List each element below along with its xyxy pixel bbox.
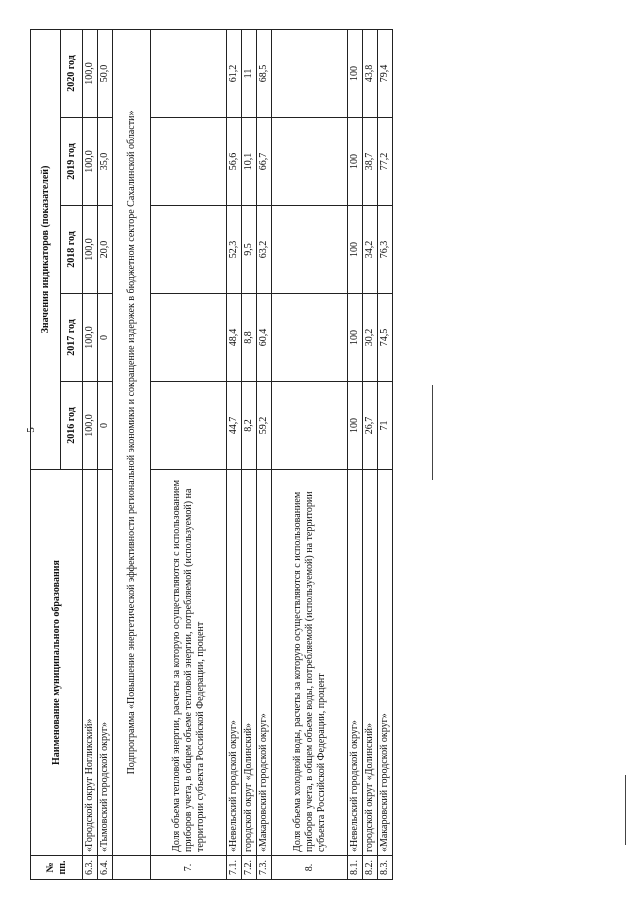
indicator-value: [151, 382, 227, 470]
row-number: 8.3.: [378, 856, 393, 880]
row-number: 6.4.: [98, 856, 113, 880]
indicator-value: 100,0: [83, 382, 98, 470]
header-year: 2020 год: [61, 29, 83, 117]
indicator-value: 60,4: [257, 294, 272, 382]
table-row: [151, 29, 227, 879]
indicator-value: [272, 29, 348, 117]
indicator-value: 100: [348, 382, 363, 470]
municipality-name: «Макаровский городской округ»: [257, 470, 272, 856]
indicator-value: 48,4: [227, 294, 242, 382]
indicator-value: 74,5: [378, 294, 393, 382]
indicator-value: [151, 29, 227, 117]
indicator-value: 9,5: [242, 206, 257, 294]
table-row: [378, 29, 393, 879]
indicator-value: 100,0: [83, 294, 98, 382]
indicator-value: 52,3: [227, 206, 242, 294]
indicator-value: 26,7: [363, 382, 378, 470]
indicator-description: Доля объема холодной воды, расчеты за которую осуществляются с использованием приборов учета, в общем объеме воды, потребляемой (используемой) на территории субъекта Российской Федерации, процент: [272, 470, 348, 856]
indicator-value: 0: [98, 294, 113, 382]
table-row: [272, 29, 348, 879]
municipality-name: городской округ «Долинский»: [363, 470, 378, 856]
indicator-value: 34,2: [363, 206, 378, 294]
municipality-name: «Тымовский городской округ»: [98, 470, 113, 856]
indicator-value: [151, 294, 227, 382]
row-number: 6.3.: [83, 856, 98, 880]
row-number: 7.2.: [242, 856, 257, 880]
indicator-value: 100: [348, 118, 363, 206]
indicator-value: 35,0: [98, 118, 113, 206]
indicator-value: 77,2: [378, 118, 393, 206]
indicator-value: 8,8: [242, 294, 257, 382]
indicator-value: 44,7: [227, 382, 242, 470]
indicator-value: 61,2: [227, 29, 242, 117]
municipality-name: городской округ «Долинский»: [242, 470, 257, 856]
indicator-description: Доля объема тепловой энергии, расчеты за которую осуществляются с использованием приборов учета, в общем объеме тепловой энергии, потребляемой (используемой) на территории субъекта Российской Федерации, процент: [151, 470, 227, 856]
indicator-value: 100: [348, 29, 363, 117]
indicator-value: 10,1: [242, 118, 257, 206]
row-number: 8.2.: [363, 856, 378, 880]
municipality-name: «Невельский городской округ»: [348, 470, 363, 856]
page-number: 5: [24, 427, 37, 433]
indicator-table: [30, 29, 393, 880]
row-number: 8.1.: [348, 856, 363, 880]
indicator-value: 50,0: [98, 29, 113, 117]
indicator-value: [272, 294, 348, 382]
indicator-value: 43,8: [363, 29, 378, 117]
row-number: 8.: [272, 856, 348, 880]
indicator-value: 100: [348, 206, 363, 294]
indicator-value: 76,3: [378, 206, 393, 294]
row-number: 7.: [151, 856, 227, 880]
indicator-value: 30,2: [363, 294, 378, 382]
table-row: [363, 29, 378, 879]
municipality-name: «Макаровский городской округ»: [378, 470, 393, 856]
table-row: [227, 29, 242, 879]
indicator-value: [272, 206, 348, 294]
subprogram-blank-cell: [113, 856, 151, 880]
indicator-value: 56,6: [227, 118, 242, 206]
indicator-value: 68,5: [257, 29, 272, 117]
indicator-value: 66,7: [257, 118, 272, 206]
header-name: Наименование муниципального образования: [31, 470, 83, 856]
indicator-value: 0: [98, 382, 113, 470]
indicator-value: [151, 206, 227, 294]
scan-line: [625, 775, 626, 845]
indicator-value: 100,0: [83, 206, 98, 294]
table-row: [257, 29, 272, 879]
row-number: 7.3.: [257, 856, 272, 880]
header-values-group: Значения индикаторов (показателей): [31, 29, 61, 469]
indicator-value: [272, 382, 348, 470]
municipality-name: «Невельский городской округ»: [227, 470, 242, 856]
indicator-value: 100,0: [83, 29, 98, 117]
table-row: [113, 29, 151, 879]
indicator-value: 59,2: [257, 382, 272, 470]
row-number: 7.1.: [227, 856, 242, 880]
indicator-value: 100: [348, 294, 363, 382]
indicator-value: [151, 118, 227, 206]
header-number: № пп.: [31, 856, 83, 880]
indicator-value: 79,4: [378, 29, 393, 117]
indicator-value: 38,7: [363, 118, 378, 206]
indicator-value: [272, 118, 348, 206]
indicator-value: 8,2: [242, 382, 257, 470]
table-row: [242, 29, 257, 879]
header-year: 2018 год: [61, 206, 83, 294]
indicator-value: 63,2: [257, 206, 272, 294]
indicator-value: 11: [242, 29, 257, 117]
indicator-value: 20,0: [98, 206, 113, 294]
municipality-name: «Городской округ Ногликский»: [83, 470, 98, 856]
header-year: 2017 год: [61, 294, 83, 382]
header-year: 2019 год: [61, 118, 83, 206]
table-row: [98, 29, 113, 879]
header-year: 2016 год: [61, 382, 83, 470]
indicator-value: 71: [378, 382, 393, 470]
table-row: [348, 29, 363, 879]
table-row: [83, 29, 98, 879]
indicator-value: 100,0: [83, 118, 98, 206]
subprogram-title: Подпрограмма «Повышение энергетической эффективности региональной экономики и сокращение издержек в бюджетном секторе Сахалинской области»: [113, 29, 151, 855]
rotated-table-container: [30, 30, 590, 880]
